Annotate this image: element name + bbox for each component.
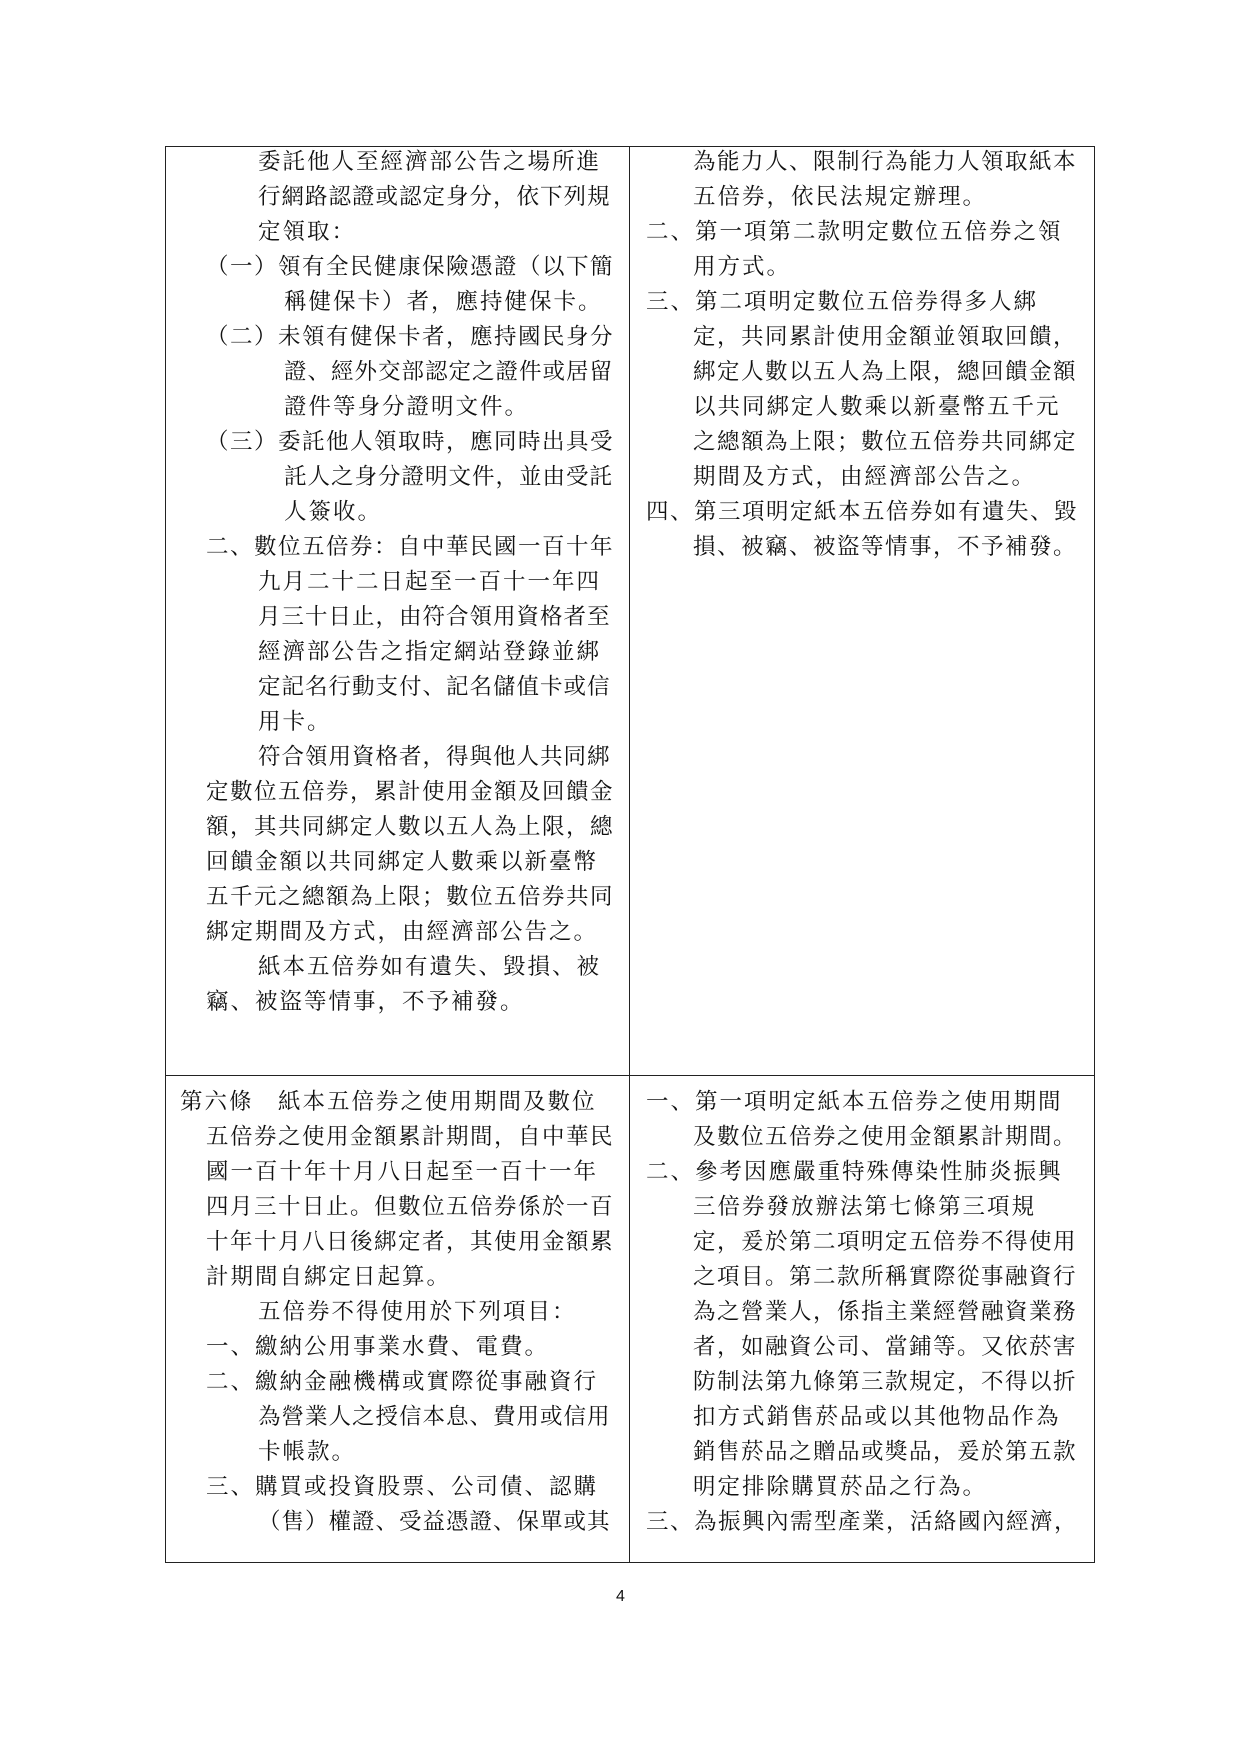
clause-text-line: 月三十日止，由符合領用資格者至 xyxy=(258,604,611,630)
page-number: 4 xyxy=(616,1588,625,1605)
clause-text-line: 回饋金額以共同綁定人數乘以新臺幣 xyxy=(206,849,599,875)
clause-text-line: 十年十月八日後綁定者，其使用金額累 xyxy=(206,1229,615,1255)
explanation-text-line: 五倍券，依民法規定辦理。 xyxy=(693,184,988,210)
explanation-text-line: 明定排除購買菸品之行為。 xyxy=(693,1474,988,1500)
explanation-text-line: 之項目。第二款所稱實際從事融資行 xyxy=(693,1264,1078,1290)
clause-text-line: 為營業人之授信本息、費用或信用 xyxy=(258,1404,611,1430)
explanation-text-line: 損、被竊、被盜等情事，不予補發。 xyxy=(693,534,1078,560)
explanation-text-line: 三、為振興內需型產業，活絡國內經濟， xyxy=(646,1509,1079,1535)
clause-text-line: 五倍券不得使用於下列項目： xyxy=(258,1299,577,1325)
clause-text-line: 證件等身分證明文件。 xyxy=(284,394,530,420)
clause-text-line: 四月三十日止。但數位五倍券係於一百 xyxy=(206,1194,615,1220)
explanation-text-line: 之總額為上限；數位五倍券共同綁定 xyxy=(693,429,1078,455)
clause-text-line: 經濟部公告之指定網站登錄並綁 xyxy=(258,639,602,665)
clause-text-line: 二、繳納金融機構或實際從事融資行 xyxy=(206,1369,599,1395)
explanation-text-line: 以共同綁定人數乘以新臺幣五千元 xyxy=(693,394,1061,420)
explanation-text-line: 用方式。 xyxy=(693,254,792,280)
clause-text-line: 委託他人至經濟部公告之場所進 xyxy=(258,149,602,175)
explanation-text-line: 防制法第九條第三款規定，不得以折 xyxy=(693,1369,1078,1395)
clause-text-line: 行網路認證或認定身分，依下列規 xyxy=(258,184,611,210)
clause-text-line: 定記名行動支付、記名儲值卡或信 xyxy=(258,674,611,700)
explanation-text-line: 一、第一項明定紙本五倍券之使用期間 xyxy=(646,1089,1063,1115)
explanation-text-line: 期間及方式，由經濟部公告之。 xyxy=(693,464,1037,490)
clause-text-line: 九月二十二日起至一百十一年四 xyxy=(258,569,602,595)
explanation-text-line: 定，爰於第二項明定五倍券不得使用 xyxy=(693,1229,1078,1255)
column-divider xyxy=(629,147,630,1562)
explanation-text-line: 者，如融資公司、當鋪等。又依菸害 xyxy=(693,1334,1078,1360)
clause-text-line: 國一百十年十月八日起至一百十一年 xyxy=(206,1159,599,1185)
clause-text-line: （二）未領有健保卡者，應持國民身分 xyxy=(206,324,615,350)
clause-text-line: 竊、被盜等情事，不予補發。 xyxy=(206,989,525,1015)
clause-text-line: 用卡。 xyxy=(258,709,332,735)
clause-text-line: 第六條 紙本五倍券之使用期間及數位 xyxy=(180,1089,597,1115)
explanation-text-line: 四、第三項明定紙本五倍券如有遺失、毀 xyxy=(646,499,1079,525)
explanation-text-line: 定，共同累計使用金額並領取回饋， xyxy=(693,324,1078,350)
clause-text-line: 五千元之總額為上限；數位五倍券共同 xyxy=(206,884,615,910)
clause-text-line: 一、繳納公用事業水費、電費。 xyxy=(206,1334,550,1360)
clause-text-line: 紙本五倍券如有遺失、毀損、被 xyxy=(258,954,602,980)
explanation-text-line: 三、第二項明定數位五倍券得多人綁 xyxy=(646,289,1039,315)
explanation-text-line: 三倍券發放辦法第七條第三項規 xyxy=(693,1194,1037,1220)
clause-text-line: （售）權證、受益憑證、保單或其 xyxy=(258,1509,611,1535)
regulation-table xyxy=(165,146,1095,1563)
clause-text-line: 二、數位五倍券：自中華民國一百十年 xyxy=(206,534,615,560)
clause-text-line: 卡帳款。 xyxy=(258,1439,357,1465)
clause-text-line: 綁定期間及方式，由經濟部公告之。 xyxy=(206,919,599,945)
clause-text-line: （一）領有全民健康保險憑證（以下簡 xyxy=(206,254,615,280)
explanation-text-line: 為之營業人，係指主業經營融資業務 xyxy=(693,1299,1078,1325)
clause-text-line: 定數位五倍券，累計使用金額及回饋金 xyxy=(206,779,615,805)
clause-text-line: 三、購買或投資股票、公司債、認購 xyxy=(206,1474,599,1500)
explanation-text-line: 及數位五倍券之使用金額累計期間。 xyxy=(693,1124,1078,1150)
clause-text-line: 符合領用資格者，得與他人共同綁 xyxy=(258,744,611,770)
clause-text-line: 五倍券之使用金額累計期間，自中華民 xyxy=(206,1124,615,1150)
explanation-text-line: 扣方式銷售菸品或以其他物品作為 xyxy=(693,1404,1061,1430)
explanation-text-line: 二、第一項第二款明定數位五倍券之領 xyxy=(646,219,1063,245)
explanation-text-line: 二、參考因應嚴重特殊傳染性肺炎振興 xyxy=(646,1159,1063,1185)
clause-text-line: 人簽收。 xyxy=(284,499,383,525)
clause-text-line: 計期間自綁定日起算。 xyxy=(206,1264,452,1290)
clause-text-line: 稱健保卡）者，應持健保卡。 xyxy=(284,289,603,315)
explanation-text-line: 為能力人、限制行為能力人領取紙本 xyxy=(693,149,1078,175)
clause-text-line: 證、經外交部認定之證件或居留 xyxy=(284,359,614,385)
clause-text-line: （三）委託他人領取時，應同時出具受 xyxy=(206,429,615,455)
explanation-text-line: 綁定人數以五人為上限，總回饋金額 xyxy=(693,359,1078,385)
clause-text-line: 額，其共同綁定人數以五人為上限，總 xyxy=(206,814,615,840)
clause-text-line: 託人之身分證明文件，並由受託 xyxy=(284,464,614,490)
explanation-text-line: 銷售菸品之贈品或獎品，爰於第五款 xyxy=(693,1439,1078,1465)
row-divider xyxy=(166,1075,1094,1076)
clause-text-line: 定領取： xyxy=(258,219,357,245)
